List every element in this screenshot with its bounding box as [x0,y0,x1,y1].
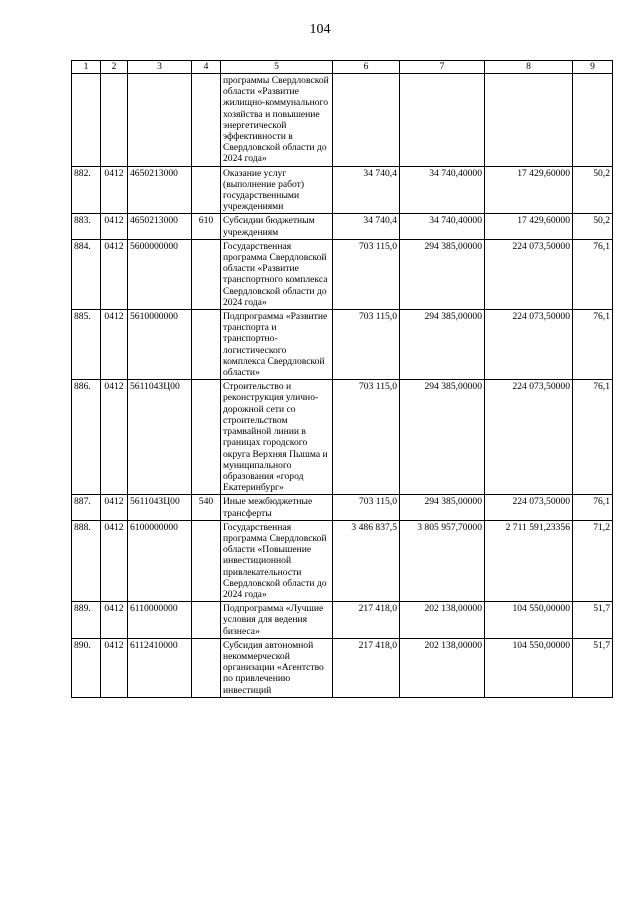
row-number: 886. [72,380,101,495]
execution-percent: 76,1 [573,310,613,380]
expense-type-code [192,310,221,380]
column-header: 6 [333,61,400,74]
execution-percent: 76,1 [573,495,613,520]
row-number: 888. [72,520,101,601]
row-number [72,74,101,167]
expense-type-code [192,380,221,495]
target-article-code: 6112410000 [128,638,192,697]
execution-percent: 76,1 [573,380,613,495]
section-code: 0412 [101,214,128,239]
section-code: 0412 [101,310,128,380]
expense-type-code [192,602,221,639]
row-description: Иные межбюджетные трансферты [221,495,333,520]
executed-amount: 104 550,00000 [485,638,573,697]
column-header: 5 [221,61,333,74]
column-header: 1 [72,61,101,74]
table-row [72,520,613,601]
table-row [72,166,613,214]
expense-type-code: 540 [192,495,221,520]
row-description: Субсидии бюджетным учреждениям [221,214,333,239]
target-article-code: 4650213000 [128,214,192,239]
executed-amount: 224 073,50000 [485,310,573,380]
approved-amount: 217 418,0 [333,602,400,639]
row-number: 889. [72,602,101,639]
approved-amount: 217 418,0 [333,638,400,697]
refined-amount: 294 385,00000 [400,310,485,380]
executed-amount: 224 073,50000 [485,380,573,495]
section-code: 0412 [101,638,128,697]
executed-amount: 17 429,60000 [485,166,573,214]
expense-type-code [192,74,221,167]
section-code: 0412 [101,495,128,520]
table-header-row [72,61,613,74]
refined-amount: 202 138,00000 [400,602,485,639]
row-number: 884. [72,239,101,309]
row-number: 887. [72,495,101,520]
refined-amount: 294 385,00000 [400,239,485,309]
table-row [72,638,613,697]
refined-amount: 294 385,00000 [400,495,485,520]
section-code: 0412 [101,520,128,601]
approved-amount: 34 740,4 [333,214,400,239]
table-row [72,495,613,520]
row-description: программы Свердловской области «Развитие жилищно-коммунального хозяйства и повышение энергетической эффективности в Свердловской области до 2024 года» [221,74,333,167]
executed-amount: 224 073,50000 [485,239,573,309]
section-code [101,74,128,167]
section-code: 0412 [101,166,128,214]
execution-percent: 50,2 [573,166,613,214]
refined-amount: 202 138,00000 [400,638,485,697]
refined-amount: 294 385,00000 [400,380,485,495]
approved-amount: 703 115,0 [333,495,400,520]
refined-amount: 34 740,40000 [400,166,485,214]
expense-type-code [192,239,221,309]
execution-percent: 51,7 [573,602,613,639]
row-description: Государственная программа Свердловской области «Повышение инвестиционной привлекательности Свердловской области до 2024 года» [221,520,333,601]
execution-percent [573,74,613,167]
row-number: 890. [72,638,101,697]
page-number: 104 [309,22,331,37]
execution-percent: 50,2 [573,214,613,239]
expense-type-code [192,166,221,214]
column-header: 3 [128,61,192,74]
target-article-code: 561104ЗЦ00 [128,380,192,495]
row-description: Государственная программа Свердловской области «Развитие транспортного комплекса Свердловской области до 2024 года» [221,239,333,309]
executed-amount: 104 550,00000 [485,602,573,639]
expense-type-code [192,520,221,601]
section-code: 0412 [101,602,128,639]
table-row [72,602,613,639]
row-description: Подпрограмма «Лучшие условия для ведения бизнеса» [221,602,333,639]
approved-amount: 3 486 837,5 [333,520,400,601]
row-description: Подпрограмма «Развитие транспорта и транспортно-логистического комплекса Свердловской области» [221,310,333,380]
approved-amount [333,74,400,167]
execution-percent: 71,2 [573,520,613,601]
target-article-code: 5610000000 [128,310,192,380]
approved-amount: 703 115,0 [333,380,400,495]
budget-table [71,60,613,698]
refined-amount [400,74,485,167]
column-header: 2 [101,61,128,74]
table-row [72,239,613,309]
section-code: 0412 [101,239,128,309]
refined-amount: 34 740,40000 [400,214,485,239]
table-row [72,214,613,239]
execution-percent: 51,7 [573,638,613,697]
target-article-code: 6110000000 [128,602,192,639]
row-description: Оказание услуг (выполнение работ) государственными учреждениями [221,166,333,214]
executed-amount: 224 073,50000 [485,495,573,520]
executed-amount: 2 711 591,23356 [485,520,573,601]
target-article-code: 6100000000 [128,520,192,601]
approved-amount: 703 115,0 [333,310,400,380]
approved-amount: 34 740,4 [333,166,400,214]
column-header: 4 [192,61,221,74]
table-row [72,74,613,167]
refined-amount: 3 805 957,70000 [400,520,485,601]
expense-type-code [192,638,221,697]
section-code: 0412 [101,380,128,495]
table-row [72,310,613,380]
executed-amount: 17 429,60000 [485,214,573,239]
target-article-code [128,74,192,167]
row-number: 882. [72,166,101,214]
column-header: 7 [400,61,485,74]
row-description: Субсидия автономной некоммерческой организации «Агентство по привлечению инвестиций [221,638,333,697]
executed-amount [485,74,573,167]
approved-amount: 703 115,0 [333,239,400,309]
execution-percent: 76,1 [573,239,613,309]
row-number: 885. [72,310,101,380]
target-article-code: 5600000000 [128,239,192,309]
table-row [72,380,613,495]
expense-type-code: 610 [192,214,221,239]
column-header: 9 [573,61,613,74]
row-number: 883. [72,214,101,239]
column-header: 8 [485,61,573,74]
target-article-code: 561104ЗЦ00 [128,495,192,520]
row-description: Строительство и реконструкция улично-дорожной сети со строительством трамвайной линии в границах городского округа Верхняя Пышма и муниципального образования «город Екатеринбург» [221,380,333,495]
target-article-code: 4650213000 [128,166,192,214]
